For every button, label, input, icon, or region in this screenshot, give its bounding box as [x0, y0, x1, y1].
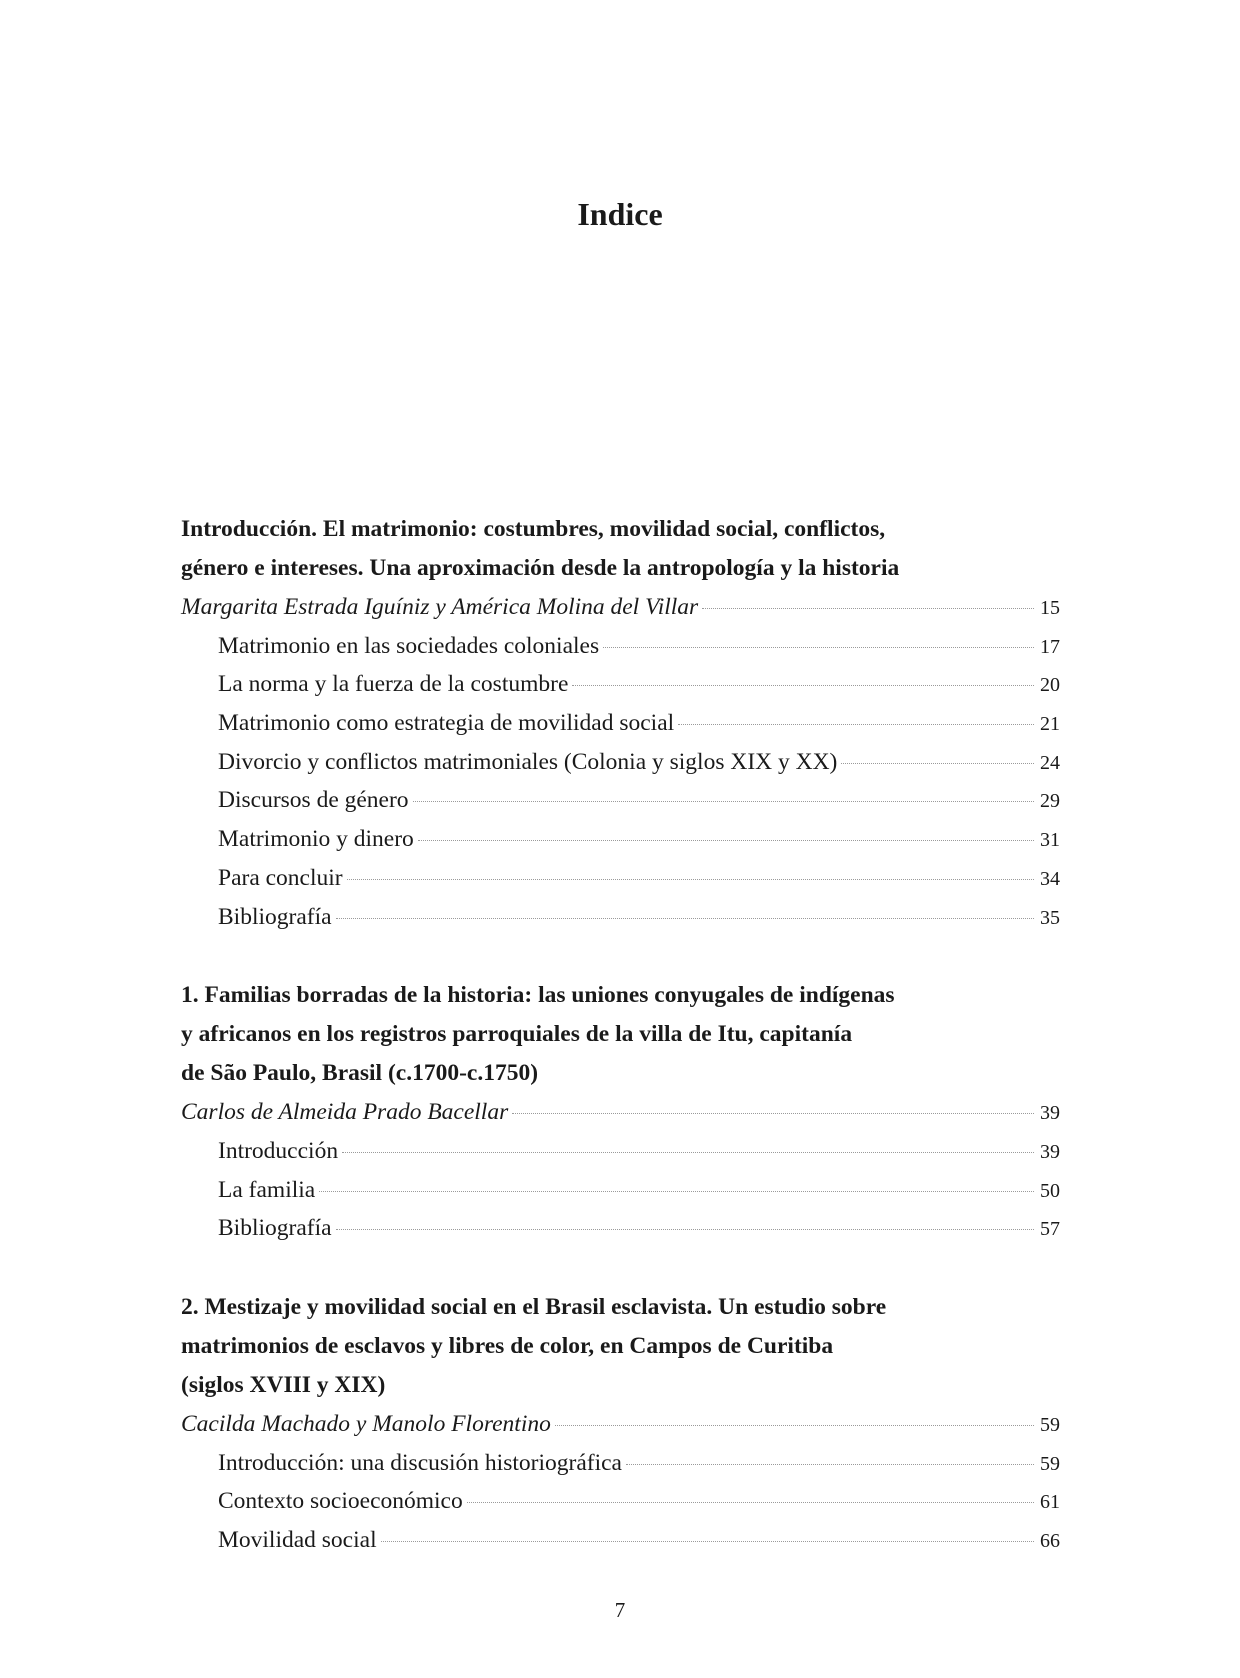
entry-label: Introducción: una discusión historiográfica [218, 1449, 622, 1476]
page-ref: 29 [1040, 790, 1060, 813]
toc-author-entry[interactable] [181, 1405, 1060, 1444]
section-title[interactable] [181, 510, 1060, 588]
dot-leader [678, 724, 1034, 725]
section-title-line: Introducción. El matrimonio: costumbres, movilidad social, conflictos, [181, 516, 886, 542]
dot-leader [467, 1502, 1034, 1503]
toc-entry[interactable] [181, 1171, 1060, 1210]
page-ref: 50 [1040, 1179, 1060, 1202]
section-title-line: matrimonios de esclavos y libres de color, en Campos de Curitiba [181, 1332, 834, 1359]
toc-entry[interactable] [181, 743, 1060, 782]
dot-leader [702, 608, 1034, 609]
author-name: Margarita Estrada Iguíniz y América Molina del Villar [181, 594, 699, 620]
section-title-line: 1. Familias borradas de la historia: las uniones conyugales de indígenas [181, 982, 895, 1009]
entry-label: Discursos de género [218, 787, 409, 814]
page-ref: 39 [1040, 1140, 1060, 1163]
page-ref: 39 [1040, 1102, 1060, 1125]
toc-entry[interactable] [181, 1482, 1060, 1521]
toc-entry[interactable] [181, 1444, 1060, 1483]
page-ref: 20 [1040, 674, 1060, 697]
entry-label: Movilidad social [218, 1527, 377, 1553]
section-title-line: (siglos XVIII y XIX) [181, 1371, 386, 1398]
dot-leader [342, 1152, 1034, 1153]
dot-leader [418, 840, 1034, 841]
entry-label: Divorcio y conflictos matrimoniales (Colonia y siglos XIX y XX) [218, 748, 838, 775]
toc-entry[interactable] [181, 704, 1060, 743]
dot-leader [512, 1113, 1034, 1114]
entry-label: Matrimonio y dinero [218, 826, 414, 853]
page-ref: 21 [1040, 713, 1060, 736]
entry-label: Bibliografía [218, 1215, 332, 1242]
toc-section [181, 1288, 1060, 1560]
dot-leader [319, 1191, 1034, 1192]
dot-leader [336, 918, 1034, 919]
page-ref: 31 [1040, 829, 1060, 852]
dot-leader [572, 685, 1034, 686]
section-title[interactable] [181, 1288, 1060, 1405]
page-ref: 34 [1040, 867, 1060, 890]
page-ref: 17 [1040, 635, 1060, 658]
entry-label: Introducción [218, 1137, 339, 1164]
section-title[interactable] [181, 976, 1060, 1093]
table-of-contents [181, 510, 1060, 1600]
dot-leader [336, 1229, 1034, 1230]
page-ref: 57 [1040, 1218, 1060, 1241]
toc-section [181, 976, 1060, 1248]
entry-label: Matrimonio en las sociedades coloniales [218, 632, 600, 659]
toc-entry[interactable] [181, 1209, 1060, 1248]
page-title: Indice [577, 196, 663, 232]
entry-label: Para concluir [218, 864, 343, 891]
toc-entry[interactable] [181, 1132, 1060, 1171]
entry-label: La norma y la fuerza de la costumbre [218, 671, 569, 698]
toc-entry[interactable] [181, 898, 1060, 937]
dot-leader [347, 879, 1034, 880]
dot-leader [841, 763, 1034, 764]
page-ref: 61 [1040, 1491, 1060, 1514]
dot-leader [413, 801, 1034, 802]
author-name: Carlos de Almeida Prado Bacellar [181, 1099, 509, 1126]
entry-label: Bibliografía [218, 903, 332, 930]
entry-label: La familia [218, 1176, 316, 1203]
toc-entry[interactable] [181, 781, 1060, 820]
dot-leader [381, 1541, 1034, 1542]
author-name: Cacilda Machado y Manolo Florentino [181, 1410, 551, 1437]
page-ref: 59 [1040, 1413, 1060, 1436]
toc-entry[interactable] [181, 665, 1060, 704]
page-ref: 59 [1040, 1452, 1060, 1475]
page-ref: 66 [1040, 1530, 1060, 1552]
entry-label: Matrimonio como estrategia de movilidad social [218, 710, 675, 737]
dot-leader [626, 1464, 1034, 1465]
page-ref: 24 [1040, 751, 1060, 774]
page-ref: 15 [1040, 597, 1060, 619]
page-ref: 35 [1040, 906, 1060, 929]
toc-section [181, 510, 1060, 936]
toc-author-entry[interactable] [181, 1093, 1060, 1132]
page-number: 7 [614, 1598, 626, 1622]
toc-entry[interactable] [181, 1521, 1060, 1560]
dot-leader [603, 647, 1034, 648]
toc-author-entry[interactable] [181, 588, 1060, 627]
toc-entry[interactable] [181, 627, 1060, 666]
entry-label: Contexto socioeconómico [218, 1488, 463, 1515]
section-title-line: género e intereses. Una aproximación desde la antropología y la historia [181, 555, 900, 581]
dot-leader [555, 1425, 1034, 1426]
section-title-line: 2. Mestizaje y movilidad social en el Brasil esclavista. Un estudio sobre [181, 1293, 887, 1320]
toc-entry[interactable] [181, 820, 1060, 859]
section-title-line: de São Paulo, Brasil (c.1700-c.1750) [181, 1060, 539, 1087]
section-title-line: y africanos en los registros parroquiales de la villa de Itu, capitanía [181, 1021, 853, 1048]
toc-entry[interactable] [181, 859, 1060, 898]
